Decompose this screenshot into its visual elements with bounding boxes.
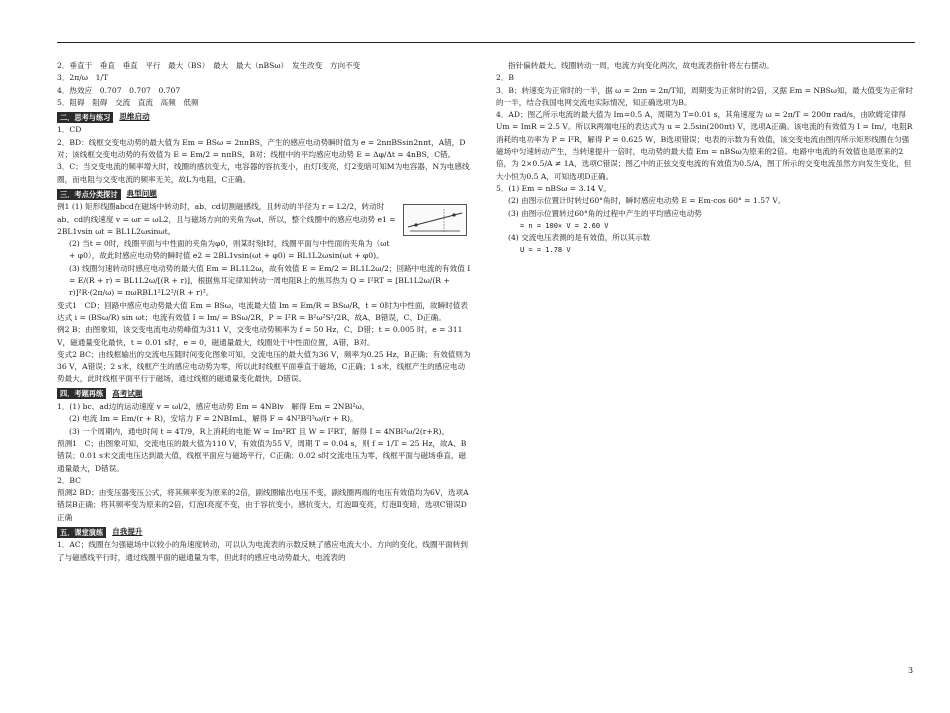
answer-line: 指针偏转最大。线圈转动一周，电流方向变化两次，故电流表指针将左右摆动。: [508, 61, 774, 70]
practice-line: 1．AC；线圈在匀强磁场中以较小的角速度转动，可以认为电流表的示数反映了感应电流大小、方向的变化，线圈平面转到了与磁感线平行时，通过线圈平面的磁通量为零，但此时的感应电动势最大，电流表的: [57, 540, 468, 562]
section-heading-3: [57, 188, 471, 200]
left-column: [57, 60, 471, 564]
section-label: 四．考题再练: [57, 388, 106, 399]
intro-line: 4．热效应 0.707 0.707 0.707: [57, 85, 181, 95]
exam-line: 2．BC: [57, 475, 81, 485]
example-line: 例1 (1) 矩形线圈abcd在磁场中转动时，ab、cd切割磁感线，且转动的半径为 r = L2/2，转动时ab、cd的线速度 v = ωr = ωL2，且与磁场方向的夹角为ωt，所以，整个线圈中的感应电动势 e1 = 2BL1vsin ωt = BL1L2ωsinωt。: [57, 202, 396, 236]
q5-line: (3) 由图示位置转过60°角的过程中产生的平均感应电动势: [508, 208, 702, 218]
section-label: 三．考点分类探讨: [57, 189, 121, 200]
exam-line: 预测1 C；由图象可知，交流电压的最大值为110 V，有效值为55 V，周期 T = 0.04 s，则 f = 1/T = 25 Hz，故A、B错误；0.01 s末交流电压达到最大值，线框平面应与磁场平行，C正确；0.02 s时交流电压为零，线框平面与磁场垂直，磁通量最大，D错误。: [57, 438, 467, 473]
section-heading-2: [57, 111, 471, 123]
variant-line: 变式1 CD；回路中感应电动势最大值 Em = BSω，电流最大值 Im = Em/R = BSω/R，t = 0时为中性面，故瞬时值表达式 i = (BSω/R) sin ωt；电流有效值 I = Im/ = BSω/2R，P = I²R = B²ω²S²/2R，故A、B错误，C、D正确。: [57, 300, 468, 322]
rotating-coil-figure: [403, 204, 467, 236]
answer-line: 4．AD；图乙所示电流的最大值为 Im=0.5 A，周期为 T=0.01 s，其角速度为 ω = 2π/T = 200π rad/s，由欧姆定律得 Um = ImR = 2.5 V。所以R两端电压的表达式为 u = 2.5sin(200πt) V，选项A正确。该电流的有效值为 I = Im/，电阻R消耗的电功率为 P = I²R，解得 P = 0.625 W，B选项错误；电表的示数为有效值，该交变电流由图丙所示矩形线圈在匀强磁场中匀速转动产生，当转速提升一倍时，电动势的最大值 Em = nBSω为原来的2倍。电路中电流的有效值也是原来的2倍，为 2×0.5/A ≠ 1A，选项C错误；图乙中的正弦交变电流的有效值为0.5/A，图丁所示的交变电流虽然方向发生变化，但大小恒为0.5 A，可知选项D正确。: [496, 110, 913, 181]
answer-line: 3．B；转速变为正常时的一半，据 ω = 2πn = 2π/T知，周期变为正常时的2倍，又据 Em = NBSω知，最大值变为正常时的一半，结合我国电网交流电实际情况，知正确选项为B。: [496, 85, 913, 107]
intro-line: 2．垂直于 垂直 垂直 平行 最大（BS） 最大 最大（nBSω） 发生改变 方向不变: [57, 61, 361, 70]
q5-line: = n = 100× V = 2.60 V: [520, 221, 609, 230]
exam-line: 1．(1) bc、ad边的运动速度 v = ωl/2，感应电动势 Em = 4NBlv 解得 Em = 2NBl²ω。: [57, 402, 370, 412]
section-label: 二．思考与练习: [57, 112, 113, 123]
section-label: 五．课堂演练: [57, 527, 106, 538]
section-heading-5: [57, 526, 471, 538]
answer-line: 1．CD: [57, 125, 82, 135]
answer-line: 3．C；当交变电流的频率增大时，线圈的感抗变大，电容器的容抗变小，由灯Ⅰ变亮，灯2变暗可知M为电容器，N为电感线圈，而电阻与交变电流的频率无关，故L为电阻，C正确。: [57, 162, 470, 184]
answer-line: 2．B: [496, 73, 515, 83]
right-column: [496, 60, 914, 257]
section-tag: 自我提升: [112, 526, 143, 536]
q5-line: (4) 交流电压表测的是有效值，所以其示数: [508, 233, 651, 243]
section-tag: 典型问题: [126, 188, 157, 198]
answer-line: 2．BD：线框交变电动势的最大值为 Em = BSω = 2nπBS，产生的感应电动势瞬时值为 e = 2nπBSsin2nπt，A错，D对；该线框交变电动势的有效值为 E = Em/2 = nπBS，B对；线框中的平均感应电动势 E = Δφ/Δt = 4nBS，C错。: [57, 137, 466, 160]
example-line: 例2 B；由图象知，该交变电流电动势峰值为311 V，交变电动势频率为 f = 50 Hz，C、D错；t = 0.005 时，e = 311 V，磁通量变化最快，t = 0.01 s时，e = 0，磁通量最大，线圈处于中性面位置，A错，B对。: [57, 325, 463, 347]
page-number: 3: [908, 666, 914, 675]
exam-line: 预测2 BD；由变压器变压公式，将其频率变为原来的2倍，副线圈输出电压不变，副线圈两端的电压有效值均为6V，选项A错误B正确；将其频率变为原来的2倍，灯泡Ⅰ亮度不变，由于容抗变小，感抗变大，灯泡Ⅲ变亮，灯泡Ⅱ变暗，选项C错误D正确: [57, 488, 469, 522]
q5-line: (2) 由图示位置计时转过60°角时，瞬时感应电动势 E = Em·cos 60° = 1.57 V。: [508, 196, 786, 206]
example-line: (3) 线圈匀速转动时感应电动势的最大值 Em = BL1L2ω，故有效值 E = Em/2 = BL1L2ω/2；回路中电流的有效值 I = E/(R + r) = BL1L2ω/[(R + r)]，根据焦耳定律知转动一周电阻R上的焦耳热为 Q = I²RT = [BL1L2ω/(R + r)]²R·(2π/ω) = πωRBL1²L2²/(R + r)²。: [69, 263, 471, 298]
example-line: (2) 当t = 0时，线圈平面与中性面的夹角为φ0，则某时刻t时，线圈平面与中性面的夹角为（ωt + φ0），故此时感应电动势的瞬时值 e2 = 2BL1vsin(ωt + φ0) = BL1L2ωsin(ωt + φ0)。: [69, 239, 390, 261]
intro-line: 5．阻碍 阻碍 交流 直流 高频 低频: [57, 97, 199, 107]
section-tag: 高考试题: [112, 388, 143, 398]
section-heading-4: [57, 388, 471, 400]
header-rule: [57, 42, 915, 43]
exam-line: (3) 一个周期内，通电时间 t = 4T/9，R上消耗的电能 W = Im²RT 且 W = I²RT，解得 I = 4NBl²ω/2(r+R)。: [69, 426, 450, 436]
q5-line: 5．(1) Em = nBSω = 3.14 V。: [496, 183, 611, 193]
intro-line: 3．2π/ω 1/T: [57, 73, 109, 83]
variant-line: 变式2 BC；由线框输出的交流电压随时间变化图象可知，交流电压的最大值为36 V，频率为0.25 Hz，B正确；有效值则为36 V，A错误；2 s末，线框产生的感应电动势为零，所以此时线框平面垂直于磁场，C正确；1 s末，线框产生的感应电动势最大，此时线框平面平行于磁场，通过线框的磁通量变化最快，D错误。: [57, 349, 471, 384]
q5-line: U = = 1.78 V: [520, 246, 571, 255]
section-tag: 思维启动: [119, 112, 150, 122]
exam-line: (2) 电流 Im = Em/(r + R)，安培力 F = 2NBImL，解得 F = 4N²B²l³ω/(r + R)。: [69, 414, 358, 424]
